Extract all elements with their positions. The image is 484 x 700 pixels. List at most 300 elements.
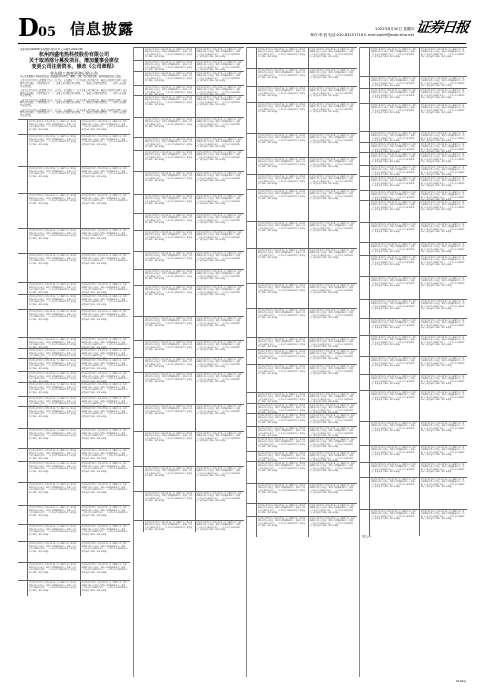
table-row (247, 437, 357, 451)
table-cell-original: 原条款内容 修订后条款内容 第一条 为维护公司、股东和债权人的合法权益，规范公司的组织和行为，根据《中华人民共和国公司法》、《中华人民共和国证券法》和其他有关规定，制订本章程。 (371, 376, 417, 386)
table-divider (80, 462, 81, 482)
newspaper-masthead-logo: 证券日报 (415, 20, 470, 36)
table-cell-revised: 原条款内容 修订后条款内容 第一条 为维护公司、股东和债权人的合法权益，规范公司的组织和行为，根据《中华人民共和国公司法》、《中华人民共和国证券法》和其他有关规定，制订本章程。 (81, 255, 128, 265)
table-divider (419, 300, 420, 318)
table-divider (80, 254, 81, 282)
table-divider (27, 349, 28, 358)
table-divider (256, 249, 257, 283)
table-divider (308, 404, 309, 413)
table-cell-revised: 原条款内容 修订后条款内容 第一条 为维护公司、股东和债权人的合法权益，规范公司的组织和行为，根据《中华人民共和国公司法》、《中华人民共和国证券法》和其他有关规定，制订本章程。 (420, 178, 465, 188)
table-cell-original: 原条款内容 修订后条款内容 第一条 为维护公司、股东和债权人的合法权益，规范公司的组织和行为，根据《中华人民共和国公司法》、《中华人民共和国证券法》和其他有关规定，制订本章程。 (371, 144, 417, 154)
table-cell-original: 原条款内容 修订后条款内容 第一条 为维护公司、股东和债权人的合法权益，规范公司的组织和行为，根据《中华人民共和国公司法》、《中华人民共和国证券法》和其他有关规定，制订本章程。 (258, 405, 306, 415)
table-divider (419, 177, 420, 190)
table-cell-revised: 原条款内容 修订后条款内容 第一条 为维护公司、股东和债权人的合法权益，规范公司的组织和行为，根据《中华人民共和国公司法》、《中华人民共和国证券法》和其他有关规定，制订本章程。 (420, 224, 465, 234)
table-divider (195, 151, 196, 171)
table-row (360, 142, 467, 152)
table-cell-revised: 原条款内容 修订后条款内容 第一条 为维护公司、股东和债权人的合法权益，规范公司的组织和行为，根据《中华人民共和国公司法》、《中华人民共和国证券法》和其他有关规定，制订本章程。 (196, 522, 242, 532)
table-cell-original: 原条款内容 修订后条款内容 第一条 为维护公司、股东和债权人的合法权益，规范公司的组织和行为，根据《中华人民共和国公司法》、《中华人民共和国证券法》和其他有关规定，制订本章程。 (145, 215, 193, 225)
table-divider (195, 358, 196, 372)
table-row (18, 461, 130, 482)
table-cell-original: 原条款内容 修订后条款内容 第一条 为维护公司、股东和债权人的合法权益，规范公司的组织和行为，根据《中华人民共和国公司法》、《中华人民共和国证券法》和其他有关规定，制订本章程。 (371, 49, 417, 59)
table-cell-original: 原条款内容 修订后条款内容 第一条 为维护公司、股东和债权人的合法权益，规范公司的组织和行为，根据《中华人民共和国公司法》、《中华人民共和国证券法》和其他有关规定，制订本章程。 (371, 511, 417, 521)
table-cell-original: 原条款内容 修订后条款内容 第一条 为维护公司、股东和债权人的合法权益，规范公司的组织和行为，根据《中华人民共和国公司法》、《中华人民共和国证券法》和其他有关规定，制订本章程。 (145, 152, 193, 162)
table-cell-revised: 原条款内容 修订后条款内容 第一条 为维护公司、股东和债权人的合法权益，规范公司的组织和行为，根据《中华人民共和国公司法》、《中华人民共和国证券法》和其他有关规定，制订本章程。 (196, 97, 242, 107)
table-row (18, 337, 130, 348)
table-row (134, 357, 244, 372)
table-divider (27, 254, 28, 282)
table-cell-original: 原条款内容 修订后条款内容 第一条 为维护公司、股东和债权人的合法权益，规范公司的组织和行为，根据《中华人民共和国公司法》、《中华人民共和国证券法》和其他有关规定，制订本章程。 (371, 257, 417, 267)
table-cell-revised: 原条款内容 修订后条款内容 第一条 为维护公司、股东和债权人的合法权益，规范公司的组织和行为，根据《中华人民共和国公司法》、《中华人民共和国证券法》和其他有关规定，制订本章程。 (81, 296, 128, 306)
table-divider (256, 222, 257, 248)
table-divider (195, 521, 196, 532)
table-cell-revised: 原条款内容 修订后条款内容 第一条 为维护公司、股东和债权人的合法权益，规范公司的组织和行为，根据《中华人民共和国公司法》、《中华人民共和国证券法》和其他有关规定，制订本章程。 (309, 415, 355, 425)
table-divider (369, 48, 370, 76)
table-cell-original: 原条款内容 修订后条款内容 第一条 为维护公司、股东和债权人的合法权益，规范公司的组织和行为，根据《中华人民共和国公司法》、《中华人民共和国证券法》和其他有关规定，制订本章程。 (258, 394, 306, 404)
table-divider (256, 175, 257, 189)
table-divider (308, 504, 309, 516)
table-row (134, 117, 244, 137)
table-row (134, 251, 244, 269)
table-divider (308, 350, 309, 364)
table-divider (143, 48, 144, 60)
table-cell-original: 原条款内容 修订后条款内容 第一条 为维护公司、股东和债权人的合法权益，规范公司的组织和行为，根据《中华人民共和国公司法》、《中华人民共和国证券法》和其他有关规定，制订本章程。 (258, 463, 306, 473)
article-body-paragraph: 公司于近日召开第五届董事会第十二次会议，审议通过了《关于变更公司注册资本、修改公司章程并办理工商变更登记的议案》，具体情况如下：一、变更公司注册资本的情况。二、修改公司章程的情况。三、办理工商变更登记的情况。 (20, 98, 128, 108)
table-divider (27, 449, 28, 461)
table-divider (143, 214, 144, 230)
amendment-table (360, 47, 467, 536)
table-divider (369, 422, 370, 445)
table-divider (369, 143, 370, 152)
table-cell-revised: 原条款内容 修订后条款内容 第一条 为维护公司、股东和债权人的合法权益，规范公司的组织和行为，根据《中华人民共和国公司法》、《中华人民共和国证券法》和其他有关规定，制订本章程。 (81, 121, 128, 131)
table-cell-revised: 原条款内容 修订后条款内容 第一条 为维护公司、股东和债权人的合法权益，规范公司的组织和行为，根据《中华人民共和国公司法》、《中华人民共和国证券法》和其他有关规定，制订本章程。 (309, 485, 355, 495)
table-cell-original: 原条款内容 修订后条款内容 第一条 为维护公司、股东和债权人的合法权益，规范公司的组织和行为，根据《中华人民共和国公司法》、《中华人民共和国证券法》和其他有关规定，制订本章程。 (29, 296, 77, 306)
table-divider (80, 349, 81, 358)
table-cell-original: 原条款内容 修订后条款内容 第一条 为维护公司、股东和债权人的合法权益，规范公司的组织和行为，根据《中华人民共和国公司法》、《中华人民共和国证券法》和其他有关规定，制订本章程。 (145, 173, 193, 183)
table-cell-original: 原条款内容 修订后条款内容 第一条 为维护公司、股东和债权人的合法权益，规范公司的组织和行为，根据《中华人民共和国公司法》、《中华人民共和国证券法》和其他有关规定，制订本章程。 (371, 301, 417, 311)
table-divider (27, 397, 28, 406)
table-divider (80, 120, 81, 134)
table-cell-revised: 原条款内容 修订后条款内容 第一条 为维护公司、股东和债权人的合法权益，规范公司的组织和行为，根据《中华人民共和国公司法》、《中华人民共和国证券法》和其他有关规定，制订本章程。 (309, 453, 355, 463)
table-cell-original: 原条款内容 修订后条款内容 第一条 为维护公司、股东和债权人的合法权益，规范公司的组织和行为，根据《中华人民共和国公司法》、《中华人民共和国证券法》和其他有关规定，制订本章程。 (145, 374, 193, 384)
table-divider (27, 229, 28, 253)
table-divider (256, 504, 257, 516)
table-divider (256, 404, 257, 413)
table-cell-original: 原条款内容 修订后条款内容 第一条 为维护公司、股东和债权人的合法权益，规范公司的组织和行为，根据《中华人民共和国公司法》、《中华人民共和国证券法》和其他有关规定，制订本章程。 (258, 285, 306, 295)
table-cell-original: 原条款内容 修订后条款内容 第一条 为维护公司、股东和债权人的合法权益，规范公司的组织和行为，根据《中华人民共和国公司法》、《中华人民共和国证券法》和其他有关规定，制订本章程。 (145, 253, 193, 263)
table-cell-revised: 原条款内容 修订后条款内容 第一条 为维护公司、股东和债权人的合法权益，规范公司的组织和行为，根据《中华人民共和国公司法》、《中华人民共和国证券法》和其他有关规定，制订本章程。 (81, 582, 128, 592)
table-divider (80, 310, 81, 337)
table-cell-revised: 原条款内容 修订后条款内容 第一条 为维护公司、股东和债权人的合法权益，规范公司的组织和行为，根据《中华人民共和国公司法》、《中华人民共和国证券法》和其他有关规定，制订本章程。 (196, 152, 242, 162)
table-cell-revised: 原条款内容 修订后条款内容 第一条 为维护公司、股东和债权人的合法权益，规范公司的组织和行为，根据《中华人民共和国公司法》、《中华人民共和国证券法》和其他有关规定，制订本章程。 (81, 311, 128, 321)
table-cell-revised: 原条款内容 修订后条款内容 第一条 为维护公司、股东和债权人的合法权益，规范公司的组织和行为，根据《中华人民共和国公司法》、《中华人民共和国证券法》和其他有关规定，制订本章程。 (81, 484, 128, 494)
table-divider (369, 223, 370, 242)
table-cell-revised: 原条款内容 修订后条款内容 第一条 为维护公司、股东和债权人的合法权益，规范公司的组织和行为，根据《中华人民共和国公司法》、《中华人民共和国证券法》和其他有关规定，制订本章程。 (309, 49, 355, 59)
table-cell-revised: 原条款内容 修订后条款内容 第一条 为维护公司、股东和债权人的合法权益，规范公司的组织和行为，根据《中华人民共和国公司法》、《中华人民共和国证券法》和其他有关规定，制订本章程。 (420, 202, 465, 212)
table-cell-revised: 原条款内容 修订后条款内容 第一条 为维护公司、股东和债权人的合法权益，规范公司的组织和行为，根据《中华人民共和国公司法》、《中华人民共和国证券法》和其他有关规定，制订本章程。 (420, 154, 465, 164)
table-cell-revised: 原条款内容 修订后条款内容 第一条 为维护公司、股东和债权人的合法权益，规范公司的组织和行为，根据《中华人民共和国公司法》、《中华人民共和国证券法》和其他有关规定，制订本章程。 (309, 104, 355, 114)
table-divider (308, 103, 309, 133)
table-row (247, 221, 357, 248)
table-cell-revised: 原条款内容 修订后条款内容 第一条 为维护公司、股东和债权人的合法权益，规范公司的组织和行为，根据《中华人民共和国公司法》、《中华人民共和国证券法》和其他有关规定，制订本章程。 (309, 135, 355, 145)
table-cell-revised: 原条款内容 修订后条款内容 第一条 为维护公司、股东和债权人的合法权益，规范公司的组织和行为，根据《中华人民共和国公司法》、《中华人民共和国证券法》和其他有关规定，制订本章程。 (81, 384, 128, 394)
table-divider (80, 483, 81, 505)
table-divider (419, 463, 420, 477)
table-cell-original: 原条款内容 修订后条款内容 第一条 为维护公司、股东和债权人的合法权益，规范公司的组织和行为，根据《中华人民共和国公司法》、《中华人民共和国证券法》和其他有关规定，制订本章程。 (145, 62, 193, 72)
table-cell-revised: 原条款内容 修订后条款内容 第一条 为维护公司、股东和债权人的合法权益，规范公司的组织和行为，根据《中华人民共和国公司法》、《中华人民共和国证券法》和其他有关规定，制订本章程。 (81, 350, 128, 360)
table-row (18, 282, 130, 294)
table-divider (419, 201, 420, 222)
table-divider (419, 510, 420, 536)
table-divider (308, 517, 309, 537)
table-cell-revised: 原条款内容 修订后条款内容 第一条 为维护公司、股东和债权人的合法权益，规范公司的组织和行为，根据《中华人民共和国公司法》、《中华人民共和国证券法》和其他有关规定，制订本章程。 (420, 423, 465, 433)
table-cell-original: 原条款内容 修订后条款内容 第一条 为维护公司、股东和债权人的合法权益，规范公司的组织和行为，根据《中华人民共和国公司法》、《中华人民共和国证券法》和其他有关规定，制订本章程。 (145, 406, 193, 416)
table-divider (419, 256, 420, 276)
footer-mark: CZ Daily (455, 680, 466, 683)
table-cell-revised: 原条款内容 修订后条款内容 第一条 为维护公司、股东和债权人的合法权益，规范公司的组织和行为，根据《中华人民共和国公司法》、《中华人民共和国证券法》和其他有关规定，制订本章程。 (420, 301, 465, 311)
table-divider (369, 243, 370, 255)
article-body-paragraph: 公司于近日召开第五届董事会第十二次会议，审议通过了《关于变更公司注册资本、修改公司章程并办理工商变更登记的议案》，具体情况如下：一、变更公司注册资本的情况。二、修改公司章程的情况。三、办理工商变更登记的情况。 (20, 108, 128, 118)
section-number: 05 (38, 25, 57, 40)
table-cell-original: 原条款内容 修订后条款内容 第一条 为维护公司、股东和债权人的合法权益，规范公司的组织和行为，根据《中华人民共和国公司法》、《中华人民共和国证券法》和其他有关规定，制订本章程。 (29, 507, 77, 517)
table-row (360, 335, 467, 356)
table-cell-original: 原条款内容 修订后条款内容 第一条 为维护公司、股东和债权人的合法权益，规范公司的组织和行为，根据《中华人民共和国公司法》、《中华人民共和国证券法》和其他有关规定，制订本章程。 (145, 97, 193, 107)
table-divider (369, 375, 370, 390)
table-row (247, 283, 357, 308)
table-cell-revised: 原条款内容 修订后条款内容 第一条 为维护公司、股东和债权人的合法权益，规范公司的组织和行为，根据《中华人民共和国公司法》、《中华人民共和国证券法》和其他有关规定，制订本章程。 (196, 374, 242, 384)
table-row (360, 276, 467, 299)
table-row (247, 133, 357, 157)
table-row (247, 392, 357, 403)
table-row (18, 294, 130, 309)
table-cell-original: 原条款内容 修订后条款内容 第一条 为维护公司、股东和债权人的合法权益，规范公司的组织和行为，根据《中华人民共和国公司法》、《中华人民共和国证券法》和其他有关规定，制订本章程。 (371, 392, 417, 402)
table-row (134, 150, 244, 171)
article-title-line: 关于取消部分募投项目、增加董事会席位 (28, 58, 119, 65)
table-cell-revised: 原条款内容 修订后条款内容 第一条 为维护公司、股东和债权人的合法权益，规范公司的组织和行为，根据《中华人民共和国公司法》、《中华人民共和国证券法》和其他有关规定，制订本章程。 (196, 196, 242, 206)
table-row (134, 230, 244, 251)
table-cell-original: 原条款内容 修订后条款内容 第一条 为维护公司、股东和债权人的合法权益，规范公司的组织和行为，根据《中华人民共和国公司法》、《中华人民共和国证券法》和其他有关规定，制订本章程。 (371, 90, 417, 100)
table-divider (256, 69, 257, 86)
table-divider (308, 158, 309, 174)
table-row (134, 340, 244, 357)
table-cell-revised: 原条款内容 修订后条款内容 第一条 为维护公司、股东和债权人的合法权益，规范公司的组织和行为，根据《中华人民共和国公司法》、《中华人民共和国证券法》和其他有关规定，制订本章程。 (309, 223, 355, 233)
table-row (360, 176, 467, 190)
table-divider (419, 357, 420, 374)
table-cell-revised: 原条款内容 修订后条款内容 第一条 为维护公司、股东和债权人的合法权益，规范公司的组织和行为，根据《中华人民共和国公司法》、《中华人民共和国证券法》和其他有关规定，制订本章程。 (309, 394, 355, 404)
table-divider (195, 467, 196, 491)
table-divider (256, 284, 257, 308)
table-cell-revised: 原条款内容 修订后条款内容 第一条 为维护公司、股东和债权人的合法权益，规范公司的组织和行为，根据《中华人民共和国公司法》、《中华人民共和国证券法》和其他有关规定，制订本章程。 (81, 408, 128, 418)
table-cell-original: 原条款内容 修订后条款内容 第一条 为维护公司、股东和债权人的合法权益，规范公司的组织和行为，根据《中华人民共和国公司法》、《中华人民共和国证券法》和其他有关规定，制订本章程。 (29, 398, 77, 408)
table-cell-revised: 原条款内容 修订后条款内容 第一条 为维护公司、股东和债权人的合法权益，规范公司的组织和行为，根据《中华人民共和国公司法》、《中华人民共和国证券法》和其他有关规定，制订本章程。 (420, 392, 465, 402)
table-cell-original: 原条款内容 修订后条款内容 第一条 为维护公司、股东和债权人的合法权益，规范公司的组织和行为，根据《中华人民共和国公司法》、《中华人民共和国证券法》和其他有关规定，制订本章程。 (258, 415, 306, 425)
table-divider (256, 309, 257, 337)
amendment-table (247, 47, 357, 537)
table-row (18, 119, 130, 134)
table-divider (419, 143, 420, 152)
table-divider (419, 478, 420, 509)
table-cell-original: 原条款内容 修订后条款内容 第一条 为维护公司、股东和债权人的合法权益，规范公司的组织和行为，根据《中华人民共和国公司法》、《中华人民共和国证券法》和其他有关规定，制订本章程。 (258, 88, 306, 98)
table-cell-revised: 原条款内容 修订后条款内容 第一条 为维护公司、股东和债权人的合法权益，规范公司的组织和行为，根据《中华人民共和国公司法》、《中华人民共和国证券法》和其他有关规定，制订本章程。 (81, 284, 128, 294)
table-row (134, 491, 244, 520)
table-row (247, 413, 357, 426)
amendment-table (18, 119, 130, 596)
table-row (247, 68, 357, 86)
table-divider (80, 229, 81, 253)
table-divider (27, 283, 28, 294)
table-divider (143, 492, 144, 520)
table-row (134, 71, 244, 85)
table-cell-revised: 原条款内容 修订后条款内容 第一条 为维护公司、股东和债权人的合法权益，规范公司的组织和行为，根据《中华人民共和国公司法》、《中华人民共和国证券法》和其他有关规定，制订本章程。 (196, 62, 242, 72)
table-divider (419, 223, 420, 242)
table-cell-revised: 原条款内容 修订后条款内容 第一条 为维护公司、股东和债权人的合法权益，规范公司的组织和行为，根据《中华人民共和国公司法》、《中华人民共和国证券法》和其他有关规定，制订本章程。 (81, 463, 128, 473)
table-cell-revised: 原条款内容 修订后条款内容 第一条 为维护公司、股东和债权人的合法权益，规范公司的组织和行为，根据《中华人民共和国公司法》、《中华人民共和国证券法》和其他有关规定，制订本章程。 (81, 230, 128, 240)
table-divider (80, 449, 81, 461)
table-cell-revised: 原条款内容 修订后条款内容 第一条 为维护公司、股东和债权人的合法权益，规范公司的组织和行为，根据《中华人民共和国公司法》、《中华人民共和国证券法》和其他有关规定，制订本章程。 (420, 278, 465, 288)
column-4 (359, 47, 467, 677)
table-cell-original: 原条款内容 修订后条款内容 第一条 为维护公司、股东和债权人的合法权益，规范公司的组织和行为，根据《中华人民共和国公司法》、《中华人民共和国证券法》和其他有关规定，制订本章程。 (145, 49, 193, 59)
table-row (18, 382, 130, 396)
table-cell-revised: 原条款内容 修订后条款内容 第一条 为维护公司、股东和债权人的合法权益，规范公司的组织和行为，根据《中华人民共和国公司法》、《中华人民共和国证券法》和其他有关规定，制订本章程。 (420, 358, 465, 368)
table-cell-revised: 原条款内容 修订后条款内容 第一条 为维护公司、股东和债权人的合法权益，规范公司的组织和行为，根据《中华人民共和国公司法》、《中华人民共和国证券法》和其他有关规定，制订本章程。 (196, 406, 242, 416)
column-3 (246, 47, 357, 677)
table-cell-original: 原条款内容 修订后条款内容 第一条 为维护公司、股东和债权人的合法权益，规范公司的组织和行为，根据《中华人民共和国公司法》、《中华人民共和国证券法》和其他有关规定，制订本章程。 (371, 337, 417, 347)
table-divider (369, 357, 370, 374)
table-cell-original: 原条款内容 修订后条款内容 第一条 为维护公司、股东和债权人的合法权益，规范公司的组织和行为，根据《中华人民共和国公司法》、《中华人民共和国证券法》和其他有关规定，制订本章程。 (29, 311, 77, 321)
table-divider (419, 422, 420, 445)
table-divider (419, 48, 420, 76)
table-divider (80, 372, 81, 382)
table-divider (308, 338, 309, 349)
table-cell-original: 原条款内容 修订后条款内容 第一条 为维护公司、股东和债权人的合法权益，规范公司的组织和行为，根据《中华人民共和国公司法》、《中华人民共和国证券法》和其他有关规定，制订本章程。 (145, 196, 193, 206)
table-cell-original: 原条款内容 修订后条款内容 第一条 为维护公司、股东和债权人的合法权益，规范公司的组织和行为，根据《中华人民共和国公司法》、《中华人民共和国证券法》和其他有关规定，制订本章程。 (258, 49, 306, 59)
table-cell-original: 原条款内容 修订后条款内容 第一条 为维护公司、股东和债权人的合法权益，规范公司的组织和行为，根据《中华人民共和国公司法》、《中华人民共和国证券法》和其他有关规定，制订本章程。 (258, 135, 306, 145)
table-divider (419, 243, 420, 255)
table-divider (195, 270, 196, 285)
table-cell-revised: 原条款内容 修订后条款内容 第一条 为维护公司、股东和债权人的合法权益，规范公司的组织和行为，根据《中华人民共和国公司法》、《中华人民共和国证券法》和其他有关规定，制订本章程。 (81, 543, 128, 553)
table-row (134, 85, 244, 95)
table-cell-revised: 原条款内容 修订后条款内容 第一条 为维护公司、股东和债权人的合法权益，规范公司的组织和行为，根据《中华人民共和国公司法》、《中华人民共和国证券法》和其他有关规定，制订本章程。 (420, 244, 465, 254)
table-cell-original: 原条款内容 修订后条款内容 第一条 为维护公司、股东和债权人的合法权益，规范公司的组织和行为，根据《中华人民共和国公司法》、《中华人民共和国证券法》和其他有关规定，制订本章程。 (29, 284, 77, 294)
table-divider (195, 118, 196, 137)
table-cell-revised: 原条款内容 修订后条款内容 第一条 为维护公司、股东和债权人的合法权益，规范公司的组织和行为，根据《中华人民共和国公司法》、《中华人民共和国证券法》和其他有关规定，制订本章程。 (81, 360, 128, 370)
table-row (247, 337, 357, 349)
table-divider (256, 427, 257, 437)
table-cell-revised: 原条款内容 修订后条款内容 第一条 为维护公司、股东和债权人的合法权益，规范公司的组织和行为，根据《中华人民共和国公司法》、《中华人民共和国证券法》和其他有关规定，制订本章程。 (309, 339, 355, 349)
table-row (360, 103, 467, 131)
table-divider (419, 191, 420, 200)
table-row (247, 349, 357, 364)
table-divider (256, 350, 257, 364)
table-divider (369, 191, 370, 200)
section-title: 信息披露 (70, 20, 135, 38)
table-divider (27, 194, 28, 228)
table-cell-revised: 原条款内容 修订后条款内容 第一条 为维护公司、股东和债权人的合法权益，规范公司的组织和行为，根据《中华人民共和国公司法》、《中华人民共和国证券法》和其他有关规定，制订本章程。 (309, 176, 355, 186)
table-divider (369, 478, 370, 509)
table-cell-revised: 原条款内容 修订后条款内容 第一条 为维护公司、股东和债权人的合法权益，规范公司的组织和行为，根据《中华人民共和国公司法》、《中华人民共和国证券法》和其他有关规定，制订本章程。 (81, 136, 128, 146)
table-cell-original: 原条款内容 修订后条款内容 第一条 为维护公司、股东和债权人的合法权益，规范公司的组织和行为，根据《中华人民共和国公司法》、《中华人民共和国证券法》和其他有关规定，制订本章程。 (145, 119, 193, 129)
table-divider (80, 581, 81, 596)
table-divider (80, 542, 81, 562)
table-cell-revised: 原条款内容 修订后条款内容 第一条 为维护公司、股东和债权人的合法权益，规范公司的组织和行为，根据《中华人民共和国公司法》、《中华人民共和国证券法》和其他有关规定，制订本章程。 (196, 232, 242, 242)
table-row (360, 299, 467, 318)
table-row (134, 60, 244, 71)
table-divider (143, 138, 144, 150)
table-divider (369, 177, 370, 190)
table-cell-revised: 原条款内容 修订后条款内容 第一条 为维护公司、股东和债权人的合法权益，规范公司的组织和行为，根据《中华人民共和国公司法》、《中华人民共和国证券法》和其他有关规定，制订本章程。 (196, 468, 242, 478)
table-cell-original: 原条款内容 修订后条款内容 第一条 为维护公司、股东和债权人的合法权益，规范公司的组织和行为，根据《中华人民共和国公司法》、《中华人民共和国证券法》和其他有关规定，制订本章程。 (145, 318, 193, 328)
table-cell-original: 原条款内容 修订后条款内容 第一条 为维护公司、股东和债权人的合法权益，规范公司的组织和行为，根据《中华人民共和国公司法》、《中华人民共和国证券法》和其他有关规定，制订本章程。 (371, 167, 417, 177)
table-divider (369, 391, 370, 421)
table-cell-original: 原条款内容 修订后条款内容 第一条 为维护公司、股东和债权人的合法权益，规范公司的组织和行为，根据《中华人民共和国公司法》、《中华人民共和国证券法》和其他有关规定，制订本章程。 (371, 224, 417, 234)
table-cell-revised: 原条款内容 修订后条款内容 第一条 为维护公司、股东和债权人的合法权益，规范公司的组织和行为，根据《中华人民共和国公司法》、《中华人民共和国证券法》和其他有关规定，制订本章程。 (309, 250, 355, 260)
table-cell-revised: 原条款内容 修订后条款内容 第一条 为维护公司、股东和债权人的合法权益，规范公司的组织和行为，根据《中华人民共和国公司法》、《中华人民共和国证券法》和其他有关规定，制订本章程。 (196, 253, 242, 263)
table-cell-original: 原条款内容 修订后条款内容 第一条 为维护公司、股东和债权人的合法权益，规范公司的组织和行为，根据《中华人民共和国公司法》、《中华人民共和国证券法》和其他有关规定，制订本章程。 (29, 484, 77, 494)
table-divider (143, 432, 144, 466)
table-row (134, 194, 244, 213)
table-divider (308, 284, 309, 308)
table-divider (80, 397, 81, 406)
article-title-line: 杭州西盛电热科技股份有限公司 (38, 52, 109, 58)
table-cell-original: 原条款内容 修订后条款内容 第一条 为维护公司、股东和债权人的合法权益，规范公司的组织和行为，根据《中华人民共和国公司法》、《中华人民共和国证券法》和其他有关规定，制订本章程。 (29, 526, 77, 536)
editor-contact: 制作:李 波 电话:010-83251716 E-mail:zqrb9@zqrb.sina.net (310, 33, 414, 37)
table-divider (195, 172, 196, 194)
table-cell-original: 原条款内容 修订后条款内容 第一条 为维护公司、股东和债权人的合法权益，规范公司的组织和行为，根据《中华人民共和国公司法》、《中华人民共和国证券法》和其他有关规定，制订本章程。 (29, 450, 77, 460)
table-cell-revised: 原条款内容 修订后条款内容 第一条 为维护公司、股东和债权人的合法权益，规范公司的组织和行为，根据《中华人民共和国公司法》、《中华人民共和国证券法》和其他有关规定，制订本章程。 (309, 191, 355, 201)
table-row (247, 483, 357, 503)
table-row (134, 316, 244, 340)
table-divider (256, 438, 257, 451)
table-cell-revised: 原条款内容 修订后条款内容 第一条 为维护公司、股东和债权人的合法权益，规范公司的组织和行为，根据《中华人民共和国公司法》、《中华人民共和国证券法》和其他有关规定，制订本章程。 (420, 337, 465, 347)
table-divider (143, 317, 144, 340)
table-divider (27, 359, 28, 371)
table-cell-revised: 原条款内容 修订后条款内容 第一条 为维护公司、股东和债权人的合法权益，规范公司的组织和行为，根据《中华人民共和国公司法》、《中华人民共和国证券法》和其他有关规定，制订本章程。 (420, 167, 465, 177)
table-cell-original: 原条款内容 修订后条款内容 第一条 为维护公司、股东和债权人的合法权益，规范公司的组织和行为，根据《中华人民共和国公司法》、《中华人民共和国证券法》和其他有关规定，制订本章程。 (371, 479, 417, 489)
table-divider (195, 72, 196, 85)
table-cell-original: 原条款内容 修订后条款内容 第一条 为维护公司、股东和债权人的合法权益，规范公司的组织和行为，根据《中华人民共和国公司法》、《中华人民共和国证券法》和其他有关规定，制订本章程。 (145, 271, 193, 281)
table-cell-original: 原条款内容 修订后条款内容 第一条 为维护公司、股东和债权人的合法权益，规范公司的组织和行为，根据《中华人民共和国公司法》、《中华人民共和国证券法》和其他有关规定，制订本章程。 (258, 70, 306, 80)
table-row (18, 166, 130, 193)
table-row (360, 421, 467, 445)
table-cell-revised: 原条款内容 修订后条款内容 第一条 为维护公司、股东和债权人的合法权益，规范公司的组织和行为，根据《中华人民共和国公司法》、《中华人民共和国证券法》和其他有关规定，制订本章程。 (420, 90, 465, 100)
table-row (360, 356, 467, 374)
table-row (134, 466, 244, 491)
table-row (18, 228, 130, 253)
table-divider (143, 86, 144, 95)
table-cell-original: 原条款内容 修订后条款内容 第一条 为维护公司、股东和债权人的合法权益，规范公司的组织和行为，根据《中华人民共和国公司法》、《中华人民共和国证券法》和其他有关规定，制订本章程。 (371, 464, 417, 474)
table-divider (419, 166, 420, 176)
table-divider (369, 510, 370, 536)
amendment-table (134, 47, 244, 532)
table-cell-revised: 原条款内容 修订后条款内容 第一条 为维护公司、股东和债权人的合法权益，规范公司的组织和行为，根据《中华人民共和国公司法》、《中华人民共和国证券法》和其他有关规定，制订本章程。 (309, 505, 355, 515)
table-cell-original: 原条款内容 修订后条款内容 第一条 为维护公司、股东和债权人的合法权益，规范公司的组织和行为，根据《中华人民共和国公司法》、《中华人民共和国证券法》和其他有关规定，制订本章程。 (29, 136, 77, 146)
table-divider (419, 375, 420, 390)
table-divider (369, 256, 370, 276)
table-cell-original: 原条款内容 修订后条款内容 第一条 为维护公司、股东和债权人的合法权益，规范公司的组织和行为，根据《中华人民共和国公司法》、《中华人民共和国证券法》和其他有关规定，制订本章程。 (145, 359, 193, 369)
table-divider (369, 201, 370, 222)
table-divider (195, 341, 196, 357)
table-divider (308, 309, 309, 337)
table-divider (419, 89, 420, 103)
table-cell-revised: 原条款内容 修订后条款内容 第一条 为维护公司、股东和债权人的合法权益，规范公司的组织和行为，根据《中华人民共和国公司法》、《中华人民共和国证券法》和其他有关规定，制订本章程。 (309, 518, 355, 528)
table-cell-revised: 原条款内容 修订后条款内容 第一条 为维护公司、股东和债权人的合法权益，规范公司的组织和行为，根据《中华人民共和国公司法》、《中华人民共和国证券法》和其他有关规定，制订本章程。 (196, 318, 242, 328)
table-cell-original: 原条款内容 修订后条款内容 第一条 为维护公司、股东和债权人的合法权益，规范公司的组织和行为，根据《中华人民共和国公司法》、《中华人民共和国证券法》和其他有关规定，制订本章程。 (371, 178, 417, 188)
table-cell-revised: 原条款内容 修订后条款内容 第一条 为维护公司、股东和债权人的合法权益，规范公司的组织和行为，根据《中华人民共和国公司法》、《中华人民共和国证券法》和其他有关规定，制订本章程。 (81, 168, 128, 178)
table-cell-revised: 原条款内容 修订后条款内容 第一条 为维护公司、股东和债权人的合法权益，规范公司的组织和行为，根据《中华人民共和国公司法》、《中华人民共和国证券法》和其他有关规定，制订本章程。 (81, 526, 128, 536)
table-cell-original: 原条款内容 修订后条款内容 第一条 为维护公司、股东和债权人的合法权益，规范公司的组织和行为，根据《中华人民共和国公司法》、《中华人民共和国证券法》和其他有关规定，制订本章程。 (29, 195, 77, 205)
table-cell-revised: 原条款内容 修订后条款内容 第一条 为维护公司、股东和债权人的合法权益，规范公司的组织和行为，根据《中华人民共和国公司法》、《中华人民共和国证券法》和其他有关规定，制订本章程。 (196, 433, 242, 443)
table-divider (143, 72, 144, 85)
table-cell-original: 原条款内容 修订后条款内容 第一条 为维护公司、股东和债权人的合法权益，规范公司的组织和行为，根据《中华人民共和国公司法》、《中华人民共和国证券法》和其他有关规定，制订本章程。 (371, 447, 417, 457)
table-cell-original: 原条款内容 修订后条款内容 第一条 为维护公司、股东和债权人的合法权益，规范公司的组织和行为，根据《中华人民共和国公司法》、《中华人民共和国证券法》和其他有关规定，制订本章程。 (371, 154, 417, 164)
table-cell-original: 原条款内容 修订后条款内容 第一条 为维护公司、股东和债权人的合法权益，规范公司的组织和行为，根据《中华人民共和国公司法》、《中华人民共和国证券法》和其他有关规定，制订本章程。 (29, 564, 77, 574)
table-row (360, 390, 467, 421)
table-row (18, 448, 130, 461)
table-divider (256, 414, 257, 426)
table-cell-original: 原条款内容 修订后条款内容 第一条 为维护公司、股东和债权人的合法权益，规范公司的组织和行为，根据《中华人民共和国公司法》、《中华人民共和国证券法》和其他有关规定，制订本章程。 (258, 223, 306, 233)
table-cell-revised: 原条款内容 修订后条款内容 第一条 为维护公司、股东和债权人的合法权益，规范公司的组织和行为，根据《中华人民共和国公司法》、《中华人民共和国证券法》和其他有关规定，制订本章程。 (420, 105, 465, 115)
table-row (360, 318, 467, 335)
table-cell-revised: 原条款内容 修订后条款内容 第一条 为维护公司、股东和债权人的合法权益，规范公司的组织和行为，根据《中华人民共和国公司法》、《中华人民共和国证券法》和其他有关规定，制订本章程。 (81, 373, 128, 383)
table-divider (143, 96, 144, 117)
table-cell-revised: 原条款内容 修订后条款内容 第一条 为维护公司、股东和债权人的合法权益，规范公司的组织和行为，根据《中华人民共和国公司法》、《中华人民共和国证券法》和其他有关规定，制订本章程。 (420, 479, 465, 489)
table-cell-original: 原条款内容 修订后条款内容 第一条 为维护公司、股东和债权人的合法权益，规范公司的组织和行为，根据《中华人民共和国公司法》、《中华人民共和国证券法》和其他有关规定，制订本章程。 (145, 232, 193, 242)
table-row (134, 137, 244, 150)
table-cell-revised: 原条款内容 修订后条款内容 第一条 为维护公司、股东和债权人的合法权益，规范公司的组织和行为，根据《中华人民共和国公司法》、《中华人民共和国证券法》和其他有关规定，制订本章程。 (420, 447, 465, 457)
table-row (134, 269, 244, 285)
table-row (360, 477, 467, 509)
table-row (134, 404, 244, 431)
table-cell-original: 原条款内容 修订后条款内容 第一条 为维护公司、股东和债权人的合法权益，规范公司的组织和行为，根据《中华人民共和国公司法》、《中华人民共和国证券法》和其他有关规定，制订本章程。 (371, 244, 417, 254)
table-row (134, 95, 244, 117)
table-row (360, 242, 467, 255)
table-divider (195, 86, 196, 95)
table-row (18, 134, 130, 166)
table-cell-original: 原条款内容 修订后条款内容 第一条 为维护公司、股东和债权人的合法权益，规范公司的组织和行为，根据《中华人民共和国公司法》、《中华人民共和国证券法》和其他有关规定，制订本章程。 (145, 493, 193, 503)
table-divider (369, 336, 370, 356)
table-divider (256, 484, 257, 503)
table-row (360, 165, 467, 176)
table-cell-original: 原条款内容 修订后条款内容 第一条 为维护公司、股东和债权人的合法权益，规范公司的组织和行为，根据《中华人民共和国公司法》、《中华人民共和国证券法》和其他有关规定，制订本章程。 (371, 320, 417, 330)
table-divider (256, 338, 257, 349)
table-cell-revised: 原条款内容 修订后条款内容 第一条 为维护公司、股东和债权人的合法权益，规范公司的组织和行为，根据《中华人民共和国公司法》、《中华人民共和国证券法》和其他有关规定，制订本章程。 (420, 320, 465, 330)
table-row (360, 462, 467, 477)
table-row (247, 364, 357, 392)
table-cell-revised: 原条款内容 修订后条款内容 第一条 为维护公司、股东和债权人的合法权益，规范公司的组织和行为，根据《中华人民共和国公司法》、《中华人民共和国证券法》和其他有关规定，制订本章程。 (420, 192, 465, 202)
table-cell-original: 原条款内容 修订后条款内容 第一条 为维护公司、股东和债权人的合法权益，规范公司的组织和行为，根据《中华人民共和国公司法》、《中华人民共和国证券法》和其他有关规定，制订本章程。 (371, 105, 417, 115)
table-cell-revised: 原条款内容 修订后条款内容 第一条 为维护公司、股东和债权人的合法权益，规范公司的组织和行为，根据《中华人民共和国公司法》、《中华人民共和国证券法》和其他有关规定，制订本章程。 (420, 78, 465, 88)
table-cell-revised: 原条款内容 修订后条款内容 第一条 为维护公司、股东和债权人的合法权益，规范公司的组织和行为，根据《中华人民共和国公司法》、《中华人民共和国证券法》和其他有关规定，制订本章程。 (196, 271, 242, 281)
article-title-line: 变更公司注册资本、修改《公司章程》 (31, 64, 117, 71)
table-cell-revised: 原条款内容 修订后条款内容 第一条 为维护公司、股东和债权人的合法权益，规范公司的组织和行为，根据《中华人民共和国公司法》、《中华人民共和国证券法》和其他有关规定，制订本章程。 (81, 450, 128, 460)
table-row (18, 562, 130, 580)
table-divider (27, 310, 28, 337)
table-cell-original: 原条款内容 修订后条款内容 第一条 为维护公司、股东和债权人的合法权益，规范公司的组织和行为，根据《中华人民共和国公司法》、《中华人民共和国证券法》和其他有关规定，制订本章程。 (29, 360, 77, 370)
table-divider (308, 134, 309, 157)
table-divider (143, 341, 144, 357)
table-divider (308, 48, 309, 68)
table-divider (195, 231, 196, 251)
table-divider (256, 190, 257, 221)
table-cell-original: 原条款内容 修订后条款内容 第一条 为维护公司、股东和债权人的合法权益，规范公司的组织和行为，根据《中华人民共和国公司法》、《中华人民共和国证券法》和其他有关规定，制订本章程。 (29, 230, 77, 240)
table-divider (80, 295, 81, 309)
table-divider (195, 405, 196, 431)
table-divider (80, 563, 81, 580)
table-divider (369, 132, 370, 142)
table-cell-revised: 原条款内容 修订后条款内容 第一条 为维护公司、股东和债权人的合法权益，规范公司的组织和行为，根据《中华人民共和国公司法》、《中华人民共和国证券法》和其他有关规定，制订本章程。 (309, 285, 355, 295)
table-row (247, 403, 357, 413)
table-divider (369, 89, 370, 103)
table-divider (308, 69, 309, 86)
